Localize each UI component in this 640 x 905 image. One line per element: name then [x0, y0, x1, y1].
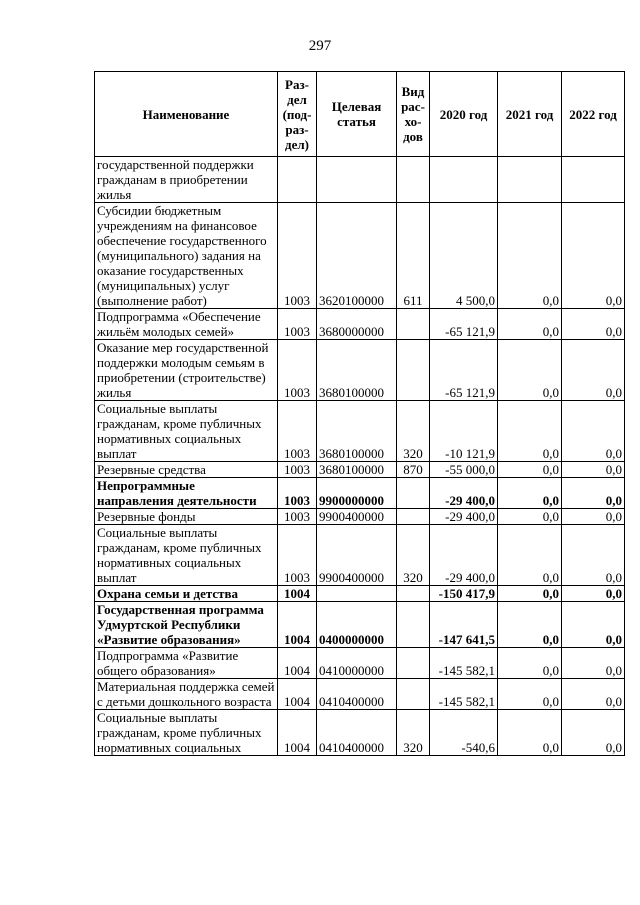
row-article: [317, 157, 397, 203]
row-section: 1003: [278, 478, 317, 509]
row-article: 3680100000: [317, 462, 397, 478]
row-amount-2021: 0,0: [498, 401, 562, 462]
table-row: [95, 648, 625, 679]
row-amount-2021: 0,0: [498, 710, 562, 756]
row-article: 3680000000: [317, 309, 397, 340]
row-amount-2021: [498, 157, 562, 203]
row-article: 0410400000: [317, 679, 397, 710]
row-amount-2020: -540,6: [430, 710, 498, 756]
row-expense-type: [397, 340, 430, 401]
row-name: государственной поддержки гражданам в приобретении жилья: [95, 157, 278, 203]
row-section: 1004: [278, 648, 317, 679]
row-name: Социальные выплаты гражданам, кроме публичных нормативных социальных: [95, 710, 278, 756]
row-amount-2020: -65 121,9: [430, 340, 498, 401]
row-amount-2020: [430, 157, 498, 203]
row-expense-type: [397, 509, 430, 525]
row-amount-2022: 0,0: [562, 509, 625, 525]
row-amount-2022: [562, 157, 625, 203]
table-row: [95, 401, 625, 462]
table-row: [95, 602, 625, 648]
table-row: [95, 157, 625, 203]
row-amount-2020: -150 417,9: [430, 586, 498, 602]
row-amount-2021: 0,0: [498, 679, 562, 710]
row-section: 1004: [278, 679, 317, 710]
row-name: Социальные выплаты гражданам, кроме публичных нормативных социальных выплат: [95, 401, 278, 462]
row-article: 3680100000: [317, 401, 397, 462]
header-expense-type: Вид рас- хо- дов: [397, 72, 430, 157]
row-amount-2022: 0,0: [562, 309, 625, 340]
row-amount-2022: 0,0: [562, 586, 625, 602]
table-row: [95, 710, 625, 756]
row-amount-2021: 0,0: [498, 478, 562, 509]
header-section: Раз- дел (под- раз- дел): [278, 72, 317, 157]
row-amount-2021: 0,0: [498, 648, 562, 679]
row-amount-2020: 4 500,0: [430, 203, 498, 309]
row-amount-2020: -145 582,1: [430, 648, 498, 679]
row-article: 0400000000: [317, 602, 397, 648]
row-name: Государственная программа Удмуртской Республики «Развитие образования»: [95, 602, 278, 648]
table-row: [95, 309, 625, 340]
row-expense-type: 320: [397, 525, 430, 586]
row-name: Материальная поддержка семей с детьми дошкольного возраста: [95, 679, 278, 710]
row-amount-2021: 0,0: [498, 525, 562, 586]
table-row: [95, 679, 625, 710]
row-section: 1003: [278, 340, 317, 401]
table-row: [95, 340, 625, 401]
row-amount-2020: -147 641,5: [430, 602, 498, 648]
row-name: Резервные средства: [95, 462, 278, 478]
row-article: 9900400000: [317, 509, 397, 525]
row-name: Субсидии бюджетным учреждениям на финансовое обеспечение государственного (муниципального) задания на оказание государственных (муниципальных) услуг (выполнение работ): [95, 203, 278, 309]
row-section: 1004: [278, 586, 317, 602]
row-amount-2020: -145 582,1: [430, 679, 498, 710]
row-amount-2021: 0,0: [498, 602, 562, 648]
row-amount-2020: -29 400,0: [430, 525, 498, 586]
row-article: 9900400000: [317, 525, 397, 586]
row-expense-type: [397, 309, 430, 340]
row-section: 1003: [278, 309, 317, 340]
row-section: 1004: [278, 710, 317, 756]
row-expense-type: [397, 586, 430, 602]
header-2022: 2022 год: [562, 72, 625, 157]
row-section: 1003: [278, 525, 317, 586]
row-amount-2022: 0,0: [562, 710, 625, 756]
table-row: [95, 509, 625, 525]
row-name: Непрограммные направления деятельности: [95, 478, 278, 509]
row-amount-2021: 0,0: [498, 462, 562, 478]
row-amount-2022: 0,0: [562, 525, 625, 586]
row-amount-2021: 0,0: [498, 340, 562, 401]
row-amount-2021: 0,0: [498, 203, 562, 309]
row-amount-2022: 0,0: [562, 401, 625, 462]
row-name: Подпрограмма «Развитие общего образования»: [95, 648, 278, 679]
row-article: 3620100000: [317, 203, 397, 309]
row-section: [278, 157, 317, 203]
header-name: Наименование: [95, 72, 278, 157]
row-section: 1003: [278, 509, 317, 525]
row-article: 9900000000: [317, 478, 397, 509]
row-name: Резервные фонды: [95, 509, 278, 525]
table-header-row: [95, 72, 625, 157]
row-amount-2021: 0,0: [498, 309, 562, 340]
header-article: Целевая статья: [317, 72, 397, 157]
row-amount-2022: 0,0: [562, 203, 625, 309]
table-row: [95, 203, 625, 309]
row-expense-type: [397, 478, 430, 509]
row-amount-2020: -10 121,9: [430, 401, 498, 462]
page-number: 297: [308, 38, 332, 54]
row-amount-2020: -65 121,9: [430, 309, 498, 340]
row-name: Подпрограмма «Обеспечение жильём молодых семей»: [95, 309, 278, 340]
row-amount-2021: 0,0: [498, 509, 562, 525]
row-section: 1003: [278, 401, 317, 462]
row-article: [317, 586, 397, 602]
table-row: [95, 478, 625, 509]
table-row: [95, 462, 625, 478]
row-amount-2022: 0,0: [562, 340, 625, 401]
row-article: 3680100000: [317, 340, 397, 401]
row-name: Охрана семьи и детства: [95, 586, 278, 602]
table-row: [95, 586, 625, 602]
row-section: 1003: [278, 203, 317, 309]
row-amount-2022: 0,0: [562, 462, 625, 478]
row-article: 0410400000: [317, 710, 397, 756]
row-section: 1004: [278, 602, 317, 648]
header-2020: 2020 год: [430, 72, 498, 157]
row-amount-2022: 0,0: [562, 679, 625, 710]
row-expense-type: [397, 679, 430, 710]
row-name: Социальные выплаты гражданам, кроме публичных нормативных социальных выплат: [95, 525, 278, 586]
budget-table: [94, 71, 625, 756]
row-amount-2022: 0,0: [562, 648, 625, 679]
row-section: 1003: [278, 462, 317, 478]
row-expense-type: [397, 602, 430, 648]
row-amount-2020: -29 400,0: [430, 509, 498, 525]
row-expense-type: 320: [397, 401, 430, 462]
row-expense-type: 870: [397, 462, 430, 478]
row-name: Оказание мер государственной поддержки молодым семьям в приобретении (строительстве) жилья: [95, 340, 278, 401]
table-row: [95, 525, 625, 586]
row-expense-type: [397, 157, 430, 203]
row-expense-type: [397, 648, 430, 679]
row-amount-2022: 0,0: [562, 478, 625, 509]
row-expense-type: 320: [397, 710, 430, 756]
header-2021: 2021 год: [498, 72, 562, 157]
row-article: 0410000000: [317, 648, 397, 679]
row-expense-type: 611: [397, 203, 430, 309]
row-amount-2020: -55 000,0: [430, 462, 498, 478]
row-amount-2022: 0,0: [562, 602, 625, 648]
row-amount-2021: 0,0: [498, 586, 562, 602]
row-amount-2020: -29 400,0: [430, 478, 498, 509]
